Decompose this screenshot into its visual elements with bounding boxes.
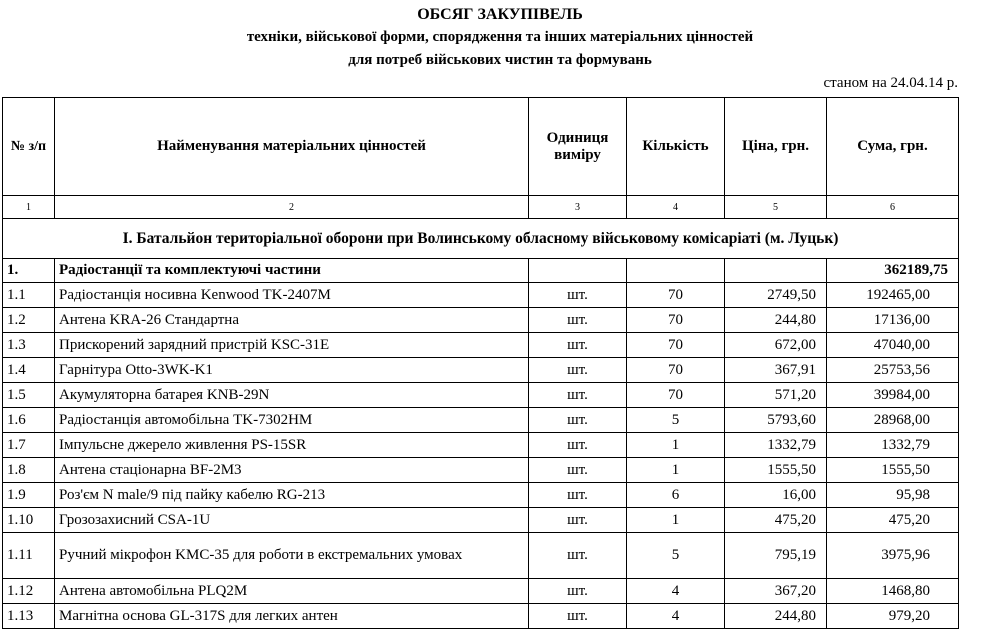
cell-unit: шт.	[529, 308, 627, 333]
cell-sum: 475,20	[827, 508, 959, 533]
col-num-1: 1	[3, 196, 55, 219]
cell-unit: шт.	[529, 433, 627, 458]
cell-unit: шт.	[529, 408, 627, 433]
cell-qty: 1	[627, 508, 725, 533]
cell-qty: 70	[627, 283, 725, 308]
cell-name: Прискорений зарядний пристрій KSC-31E	[55, 333, 529, 358]
cell-name: Радіостанція носивна Kenwood TK-2407M	[55, 283, 529, 308]
group-no: 1.	[3, 259, 55, 283]
col-header-sum: Сума, грн.	[827, 98, 959, 196]
cell-qty: 6	[627, 483, 725, 508]
cell-sum: 1468,80	[827, 579, 959, 604]
col-num-3: 3	[529, 196, 627, 219]
cell-no: 1.3	[3, 333, 55, 358]
cell-qty: 5	[627, 533, 725, 579]
cell-name: Імпульсне джерело живлення PS-15SR	[55, 433, 529, 458]
cell-name: Акумуляторна батарея KNB-29N	[55, 383, 529, 408]
table-row	[3, 308, 959, 333]
section-title: І. Батальйон територіальної оборони при Волинському обласному військовому комісаріаті (м. Луцьк)	[3, 219, 959, 259]
col-num-6: 6	[827, 196, 959, 219]
cell-price: 367,20	[725, 579, 827, 604]
col-header-name: Найменування матеріальних цінностей	[55, 98, 529, 196]
cell-unit: шт.	[529, 483, 627, 508]
cell-qty: 70	[627, 333, 725, 358]
cell-name: Антена стаціонарна BF-2M3	[55, 458, 529, 483]
group-name: Радіостанції та комплектуючі частини	[55, 259, 529, 283]
table-row	[3, 283, 959, 308]
cell-unit: шт.	[529, 458, 627, 483]
section-row	[3, 219, 959, 259]
cell-qty: 1	[627, 433, 725, 458]
cell-sum: 47040,00	[827, 333, 959, 358]
cell-qty: 1	[627, 458, 725, 483]
table-row	[3, 604, 959, 629]
cell-price: 2749,50	[725, 283, 827, 308]
cell-unit: шт.	[529, 383, 627, 408]
col-num-2: 2	[55, 196, 529, 219]
cell-no: 1.10	[3, 508, 55, 533]
cell-name: Антена KRA-26 Стандартна	[55, 308, 529, 333]
group-unit	[529, 259, 627, 283]
col-header-price: Ціна, грн.	[725, 98, 827, 196]
cell-unit: шт.	[529, 333, 627, 358]
group-sum: 362189,75	[827, 259, 959, 283]
cell-price: 1555,50	[725, 458, 827, 483]
cell-name: Антена автомобільна PLQ2M	[55, 579, 529, 604]
cell-name: Магнітна основа GL-317S для легких антен	[55, 604, 529, 629]
procurement-table	[2, 97, 959, 629]
cell-sum: 1555,50	[827, 458, 959, 483]
table-row	[3, 483, 959, 508]
cell-sum: 28968,00	[827, 408, 959, 433]
cell-no: 1.6	[3, 408, 55, 433]
cell-name: Радіостанція автомобільна TK-7302HM	[55, 408, 529, 433]
cell-unit: шт.	[529, 533, 627, 579]
cell-no: 1.9	[3, 483, 55, 508]
cell-sum: 95,98	[827, 483, 959, 508]
cell-qty: 70	[627, 308, 725, 333]
table-row	[3, 533, 959, 579]
cell-no: 1.12	[3, 579, 55, 604]
header-row	[3, 98, 959, 196]
table-row	[3, 508, 959, 533]
col-num-5: 5	[725, 196, 827, 219]
table-row	[3, 433, 959, 458]
col-header-qty: Кількість	[627, 98, 725, 196]
document-title: ОБСЯГ ЗАКУПІВЕЛЬ	[417, 6, 583, 23]
cell-price: 672,00	[725, 333, 827, 358]
cell-no: 1.13	[3, 604, 55, 629]
cell-unit: шт.	[529, 604, 627, 629]
cell-sum: 17136,00	[827, 308, 959, 333]
cell-price: 1332,79	[725, 433, 827, 458]
as-of-date: станом на 24.04.14 р.	[823, 75, 958, 91]
group-qty	[627, 259, 725, 283]
cell-no: 1.7	[3, 433, 55, 458]
cell-no: 1.11	[3, 533, 55, 579]
cell-name: Гарнітура Otto-3WK-K1	[55, 358, 529, 383]
cell-name: Ручний мікрофон KMC-35 для роботи в екстремальних умовах	[55, 533, 529, 579]
document-subtitle-1: техніки, військової форми, спорядження та інших матеріальних цінностей	[246, 29, 754, 45]
cell-unit: шт.	[529, 283, 627, 308]
table-row	[3, 458, 959, 483]
cell-no: 1.2	[3, 308, 55, 333]
document-subtitle-2: для потреб військових чистин та формувань	[348, 52, 652, 68]
cell-price: 244,80	[725, 604, 827, 629]
cell-price: 475,20	[725, 508, 827, 533]
cell-qty: 4	[627, 579, 725, 604]
cell-unit: шт.	[529, 508, 627, 533]
cell-sum: 25753,56	[827, 358, 959, 383]
table-row	[3, 358, 959, 383]
cell-sum: 1332,79	[827, 433, 959, 458]
table-row	[3, 333, 959, 358]
cell-price: 16,00	[725, 483, 827, 508]
cell-sum: 979,20	[827, 604, 959, 629]
cell-price: 244,80	[725, 308, 827, 333]
table-row	[3, 408, 959, 433]
cell-qty: 70	[627, 383, 725, 408]
cell-qty: 4	[627, 604, 725, 629]
cell-sum: 39984,00	[827, 383, 959, 408]
table-row	[3, 579, 959, 604]
group-row	[3, 259, 959, 283]
cell-qty: 70	[627, 358, 725, 383]
cell-no: 1.4	[3, 358, 55, 383]
cell-unit: шт.	[529, 579, 627, 604]
cell-no: 1.5	[3, 383, 55, 408]
table-row	[3, 383, 959, 408]
cell-price: 367,91	[725, 358, 827, 383]
cell-price: 5793,60	[725, 408, 827, 433]
column-number-row	[3, 196, 959, 219]
cell-sum: 192465,00	[827, 283, 959, 308]
cell-qty: 5	[627, 408, 725, 433]
group-price	[725, 259, 827, 283]
col-num-4: 4	[627, 196, 725, 219]
cell-price: 571,20	[725, 383, 827, 408]
cell-name: Грозозахисний CSA-1U	[55, 508, 529, 533]
col-header-unit: Одиниця виміру	[529, 98, 627, 196]
cell-unit: шт.	[529, 358, 627, 383]
cell-no: 1.8	[3, 458, 55, 483]
cell-sum: 3975,96	[827, 533, 959, 579]
cell-price: 795,19	[725, 533, 827, 579]
col-header-no: № з/п	[3, 98, 55, 196]
cell-name: Роз'єм N male/9 під пайку кабелю RG-213	[55, 483, 529, 508]
cell-no: 1.1	[3, 283, 55, 308]
